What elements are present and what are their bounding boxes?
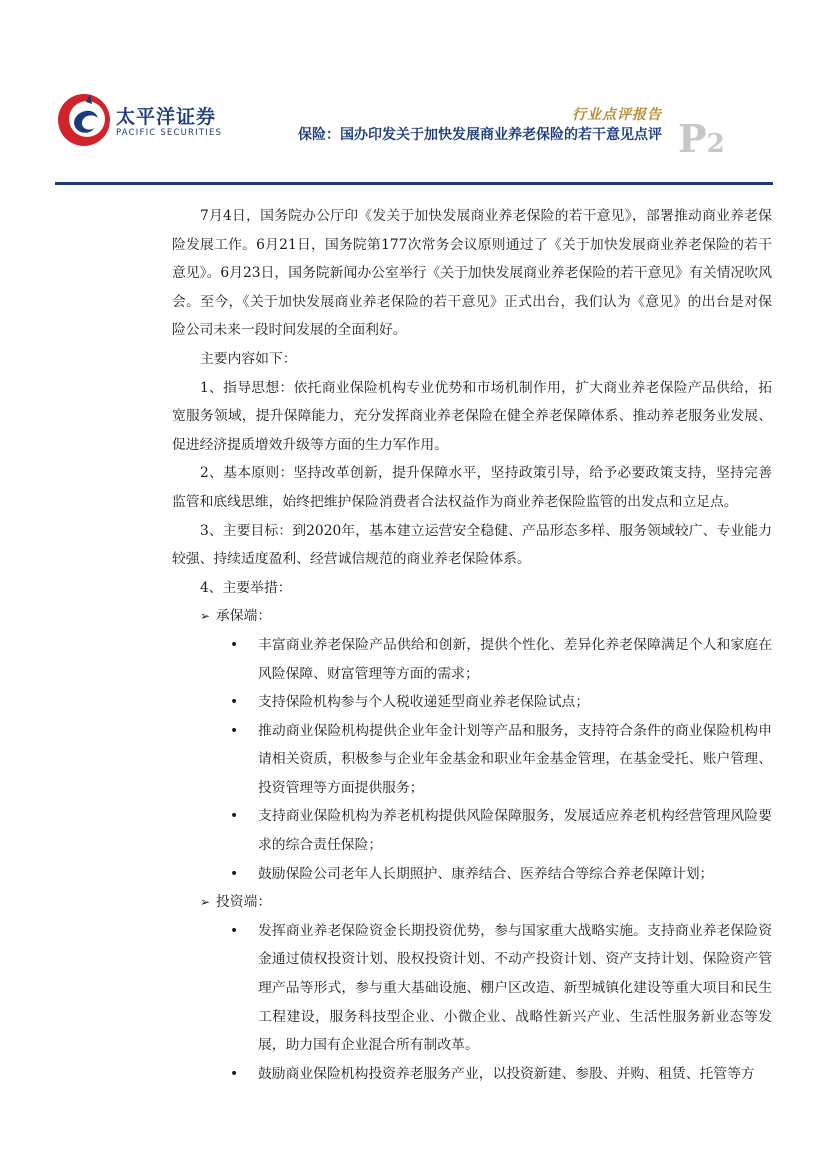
- list-item-text: 丰富商业养老保险产品供给和创新，提供个性化、差异化养老保障满足个人和家庭在风险保障、财富管理等方面的需求；: [258, 636, 772, 682]
- report-title: 保险：国办印发关于加快发展商业养老保险的若干意见点评: [298, 127, 662, 143]
- bullet-icon: •: [230, 636, 239, 653]
- list-item: [172, 688, 772, 717]
- header-divider: [55, 182, 773, 185]
- list-item: [172, 717, 772, 803]
- underwriting-section-title: 承保端：: [216, 608, 272, 625]
- report-type-label: 行业点评报告: [572, 107, 662, 123]
- bullet-icon: •: [230, 694, 239, 711]
- bullet-icon: •: [230, 922, 239, 939]
- bullet-icon: •: [230, 865, 239, 882]
- investment-section-heading: [172, 888, 772, 917]
- logo-english-name: PACIFIC SECURITIES: [116, 128, 223, 138]
- list-item: [172, 917, 772, 1060]
- list-item-text: 鼓励商业保险机构投资养老服务产业，以投资新建、参股、并购、租赁、托管等方: [258, 1065, 755, 1082]
- list-item: [172, 802, 772, 859]
- arrow-bullet-icon: ➢: [200, 609, 211, 624]
- bullet-icon: •: [230, 722, 239, 739]
- logo-chinese-name: 太平洋证券: [116, 106, 217, 128]
- page-header: [0, 0, 827, 190]
- list-item: [172, 631, 772, 688]
- investment-list: [172, 917, 772, 1089]
- underwriting-section-heading: [172, 602, 772, 631]
- intro-paragraph: 7月4日，国务院办公厅印《发关于加快发展商业养老保险的若干意见》，部署推动商业养老保险发展工作。6月21日，国务院第177次常务会议原则通过了《关于加快发展商业养老保险的若干意见》。6月23日，国务院新闻办公室举行《关于加快发展商业养老保险的若干意见》有关情况吹风会。至今，《关于加快发展商业养老保险的若干意见》正式出台，我们认为《意见》的出台是对保险公司未来一段时间发展的全面利好。: [172, 208, 772, 339]
- underwriting-list: [172, 631, 772, 888]
- pacific-securities-logo-icon: [56, 92, 112, 148]
- investment-section-title: 投资端：: [216, 894, 272, 911]
- list-item-text: 支持商业保险机构为养老机构提供风险保障服务，发展适应养老机构经营管理风险要求的综合责任保险；: [258, 808, 772, 854]
- document-body: [172, 202, 772, 1088]
- list-item: [172, 860, 772, 889]
- list-item: [172, 1060, 772, 1089]
- guiding-ideology-paragraph: 1、指导思想：依托商业保险机构专业优势和市场机制作用，扩大商业养老保险产品供给，拓宽服务领域，提升保障能力，充分发挥商业养老保险在健全养老保障体系、推动养老服务业发展、促进经济提质增效升级等方面的生力军作用。: [172, 379, 772, 453]
- page-number-prefix: P: [678, 116, 707, 161]
- basic-principles-paragraph: 2、基本原则：坚持改革创新，提升保障水平，坚持政策引导，给予必要政策支持，坚持完善监管和底线思维，始终把维护保险消费者合法权益作为商业养老保险监管的出发点和立足点。: [172, 465, 772, 510]
- page-number: [678, 116, 725, 161]
- bullet-icon: •: [230, 808, 239, 825]
- list-item-text: 鼓励保险公司老年人长期照护、康养结合、医养结合等综合养老保障计划；: [258, 865, 714, 882]
- page-number-digit: 2: [706, 129, 725, 159]
- main-content-heading: 主要内容如下：: [200, 350, 297, 367]
- list-item-text: 发挥商业养老保险资金长期投资优势，参与国家重大战略实施。支持商业养老保险资金通过债权投资计划、股权投资计划、不动产投资计划、资产支持计划、保险资产管理产品等形式，参与重大基础设施、棚户区改造、新型城镇化建设等重大项目和民生工程建设，服务科技型企业、小微企业、战略性新兴产业、生活性服务新业态等发展，助力国有企业混合所有制改革。: [258, 922, 772, 1054]
- main-measures-heading: 4、主要举措：: [200, 579, 292, 596]
- arrow-bullet-icon: ➢: [200, 895, 211, 910]
- bullet-icon: •: [230, 1065, 239, 1082]
- list-item-text: 支持保险机构参与个人税收递延型商业养老保险试点；: [258, 694, 590, 711]
- main-goals-paragraph: 3、主要目标：到2020年，基本建立运营安全稳健、产品形态多样、服务领域较广、专业能力较强、持续适度盈利、经营诚信规范的商业养老保险体系。: [172, 522, 772, 568]
- list-item-text: 推动商业保险机构提供企业年金计划等产品和服务，支持符合条件的商业保险机构申请相关资质，积极参与企业年金基金和职业年金基金管理，在基金受托、账户管理、投资管理等方面提供服务；: [258, 722, 772, 796]
- company-logo: [56, 92, 256, 156]
